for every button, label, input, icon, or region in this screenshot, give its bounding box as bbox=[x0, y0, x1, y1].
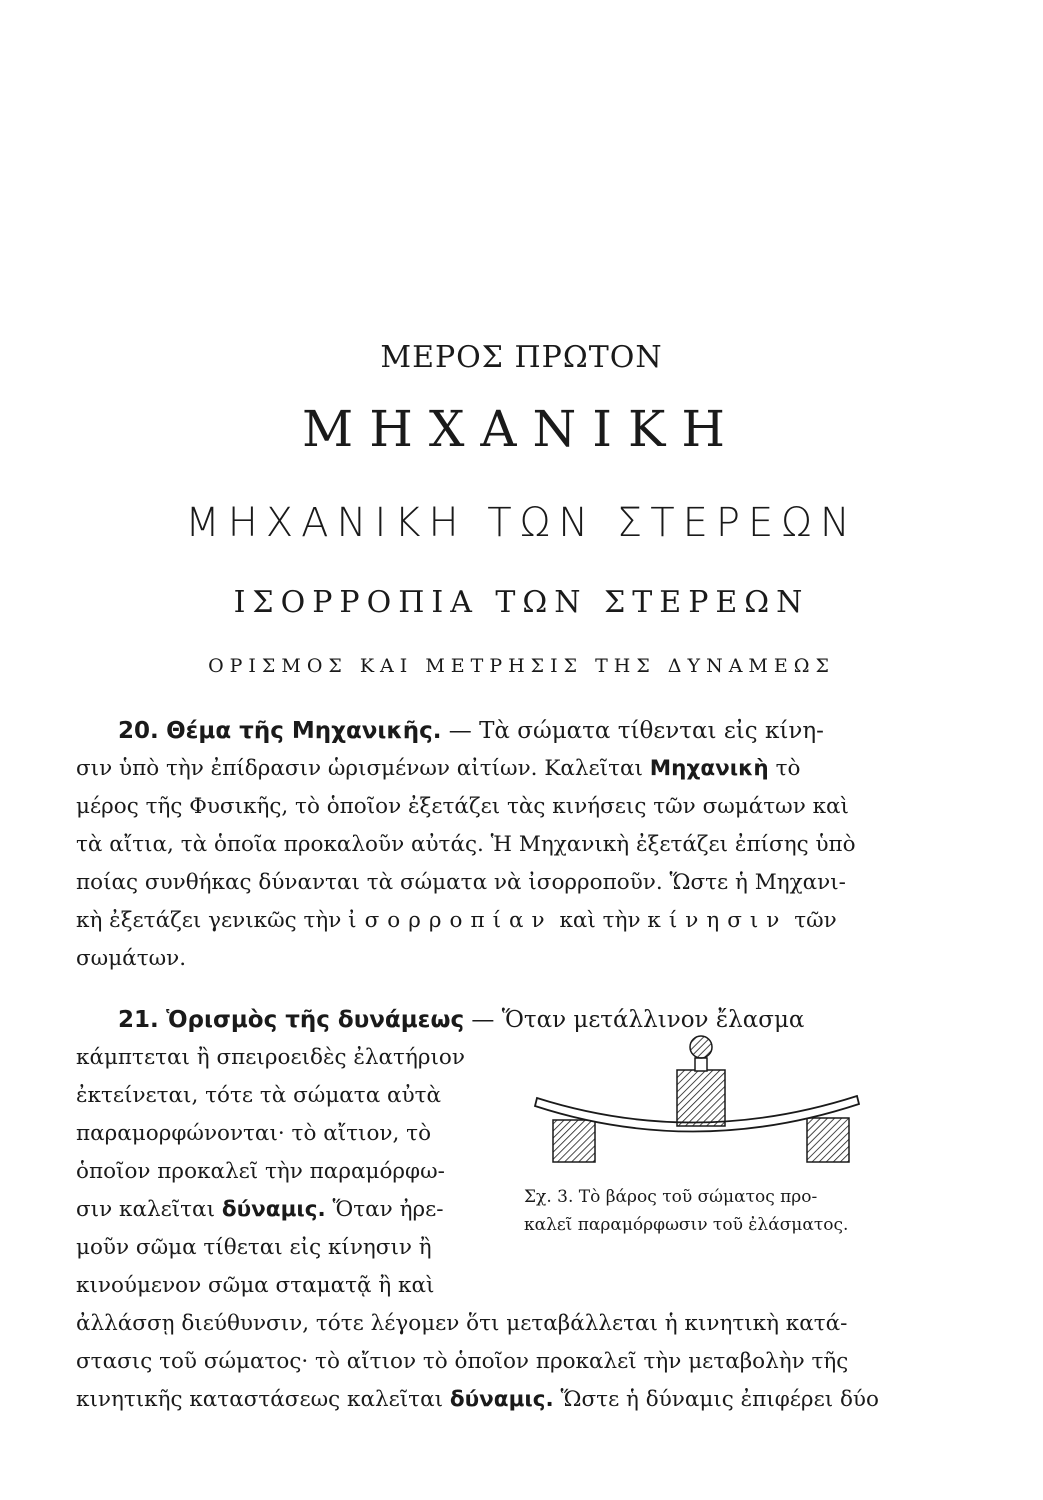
section-20-line-1 bbox=[118, 718, 824, 744]
section-20-line-2 bbox=[76, 756, 800, 781]
figure-bent-plate bbox=[505, 1030, 885, 1170]
section-20-line-5: ποίας συνθήκας δύνανται τὰ σώματα νὰ ἰσορροποῦν. Ὥστε ἡ Μηχανι- bbox=[76, 870, 846, 895]
figure-caption-line-2: καλεῖ παραμόρφωσιν τοῦ ἐλάσματος. bbox=[524, 1215, 849, 1235]
section-20-line-7: σωμάτων. bbox=[76, 946, 187, 971]
text-run: καὶ τὴν bbox=[559, 908, 641, 933]
section-21-line-10: στασις τοῦ σώματος· τὸ αἴτιον τὸ ὁποῖον προκαλεῖ τὴν μεταβολὴν τῆς bbox=[76, 1349, 849, 1374]
section-21-line-7: μοῦν σῶμα τίθεται εἰς κίνησιν ἢ bbox=[76, 1235, 432, 1260]
bold-term: δύναμις. bbox=[221, 1197, 326, 1222]
section-20-line-6 bbox=[76, 908, 837, 933]
spaced-term: κίνησιν bbox=[647, 908, 788, 933]
section-21-line-8: κινούμενον σῶμα σταματᾷ ἢ καὶ bbox=[76, 1273, 435, 1298]
text-run: τὸ bbox=[775, 756, 801, 781]
subtitle-mechanics-of-solids: ΜΗΧΑΝΙΚΗ ΤΩΝ ΣΤΕΡΕΩΝ bbox=[185, 500, 858, 546]
section-21-line-6 bbox=[76, 1197, 444, 1222]
section-21-line-4: παραμορφώνονται· τὸ αἴτιον, τὸ bbox=[76, 1121, 432, 1146]
text-run: σιν καλεῖται bbox=[76, 1197, 216, 1222]
weight-block bbox=[677, 1070, 725, 1126]
section-21-number: 21. bbox=[118, 1007, 159, 1033]
subtitle-equilibrium-of-solids: ΙΣΟΡΡΟΠΙΑ ΤΩΝ ΣΤΕΡΕΩΝ bbox=[233, 585, 810, 620]
section-21-text: — Ὅταν μετάλλινον ἔλασμα bbox=[471, 1007, 805, 1033]
section-21-line-5: ὁποῖον προκαλεῖ τὴν παραμόρφω- bbox=[76, 1159, 445, 1184]
text-run: κινητικῆς καταστάσεως καλεῖται bbox=[76, 1387, 444, 1412]
section-20-heading: Θέμα τῆς Μηχανικῆς. bbox=[166, 718, 442, 744]
section-21-line-3: ἐκτείνεται, τότε τὰ σώματα αὐτὰ bbox=[76, 1083, 442, 1108]
main-title: ΜΗΧΑΝΙΚΗ bbox=[302, 400, 741, 458]
text-run: Ὅταν ἠρε- bbox=[332, 1197, 444, 1222]
right-support bbox=[807, 1118, 849, 1162]
bold-term: δύναμις. bbox=[449, 1387, 554, 1412]
section-20-line-4: τὰ αἴτια, τὰ ὁποῖα προκαλοῦν αὐτάς. Ἡ Μηχανικὴ ἐξετάζει ἐπίσης ὑπὸ bbox=[76, 832, 856, 857]
figure-caption-line-1: Σχ. 3. Τὸ βάρος τοῦ σώματος προ- bbox=[524, 1187, 818, 1207]
part-title: ΜΕΡΟΣ ΠΡΩΤΟΝ bbox=[380, 340, 663, 375]
left-support bbox=[553, 1120, 595, 1162]
text-run: τῶν bbox=[794, 908, 837, 933]
bold-term: Μηχανικὴ bbox=[649, 756, 769, 781]
section-21-heading: Ὁρισμὸς τῆς δυνάμεως bbox=[166, 1007, 465, 1033]
text-run: σιν ὑπὸ τὴν ἐπίδρασιν ὡρισμένων αἰτίων. Καλεῖται bbox=[76, 756, 643, 781]
section-21-line-9: ἀλλάσσῃ διεύθυνσιν, τότε λέγομεν ὅτι μεταβάλλεται ἡ κινητικὴ κατά- bbox=[76, 1311, 848, 1336]
section-21-line-2: κάμπτεται ἢ σπειροειδὲς ἐλατήριον bbox=[76, 1045, 465, 1070]
section-20-number: 20. bbox=[118, 718, 159, 744]
section-20-line-3: μέρος τῆς Φυσικῆς, τὸ ὁποῖον ἐξετάζει τὰς κινήσεις τῶν σωμάτων καὶ bbox=[76, 794, 849, 819]
section-21-line-11 bbox=[76, 1387, 879, 1412]
weight-knob bbox=[690, 1036, 712, 1058]
section-20-text: — Τὰ σώματα τίθενται εἰς κίνη- bbox=[448, 718, 824, 744]
weight-neck bbox=[695, 1058, 707, 1071]
text-run: κὴ ἐξετάζει γενικῶς τὴν bbox=[76, 908, 342, 933]
subtitle-definition-of-force: ΟΡΙΣΜΟΣ ΚΑΙ ΜΕΤΡΗΣΙΣ ΤΗΣ ΔΥΝΑΜΕΩΣ bbox=[208, 655, 835, 677]
spaced-term: ἰσορροπίαν bbox=[348, 908, 553, 933]
text-run: Ὥστε ἡ δύναμις ἐπιφέρει δύο bbox=[560, 1387, 879, 1412]
